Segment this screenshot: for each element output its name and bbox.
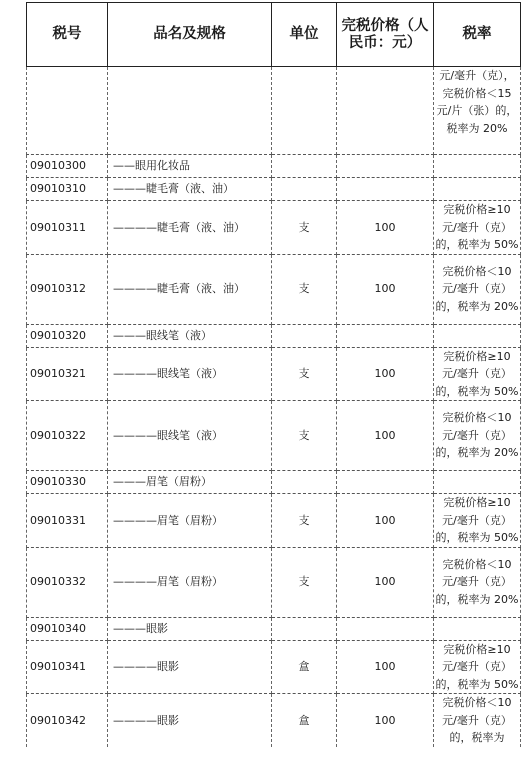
table-row: [27, 201, 521, 255]
price-cell: 100: [337, 547, 434, 617]
table-row: [27, 694, 521, 747]
rate-cell: [434, 178, 521, 201]
table-body: [27, 67, 521, 747]
table-row: [27, 547, 521, 617]
table-row: [27, 67, 521, 155]
name-cell: ————睫毛膏（液、油）: [108, 201, 272, 255]
unit-cell: 盒: [272, 640, 337, 694]
name-cell: ——眼用化妆品: [108, 155, 272, 178]
code-cell: 09010310: [27, 178, 108, 201]
code-cell: 09010332: [27, 547, 108, 617]
rate-cell: [434, 155, 521, 178]
header-rate: 税率: [434, 3, 521, 67]
unit-cell: 支: [272, 201, 337, 255]
rate-cell: [434, 617, 521, 640]
code-cell: 09010311: [27, 201, 108, 255]
table-row: [27, 324, 521, 347]
name-cell: ————眼影: [108, 694, 272, 747]
unit-cell: 支: [272, 347, 337, 401]
code-cell: 09010340: [27, 617, 108, 640]
name-cell: ———睫毛膏（液、油）: [108, 178, 272, 201]
name-cell: ————眼线笔（液）: [108, 401, 272, 471]
price-cell: 100: [337, 640, 434, 694]
price-cell: [337, 178, 434, 201]
name-cell: ————眼线笔（液）: [108, 347, 272, 401]
tariff-table: [26, 2, 521, 747]
price-cell: [337, 67, 434, 155]
price-cell: 100: [337, 254, 434, 324]
table-row: [27, 401, 521, 471]
table-row: [27, 254, 521, 324]
name-cell: ———眉笔（眉粉）: [108, 471, 272, 494]
table-row: [27, 494, 521, 548]
header-name: 品名及规格: [108, 3, 272, 67]
rate-cell: 完税价格＜10 元/毫升（克）的，税率为 20%: [434, 401, 521, 471]
unit-cell: [272, 155, 337, 178]
table-row: [27, 347, 521, 401]
rate-cell: 完税价格≥10 元/毫升（克）的，税率为 50%: [434, 640, 521, 694]
price-cell: 100: [337, 201, 434, 255]
name-cell: ————眉笔（眉粉）: [108, 547, 272, 617]
price-cell: [337, 155, 434, 178]
unit-cell: [272, 617, 337, 640]
code-cell: 09010300: [27, 155, 108, 178]
code-cell: 09010320: [27, 324, 108, 347]
rate-cell: 完税价格≥10 元/毫升（克）的，税率为 50%: [434, 201, 521, 255]
table-row: [27, 471, 521, 494]
table-header: [27, 3, 521, 67]
header-unit: 单位: [272, 3, 337, 67]
table-row: [27, 178, 521, 201]
unit-cell: [272, 324, 337, 347]
unit-cell: 支: [272, 401, 337, 471]
code-cell: 09010312: [27, 254, 108, 324]
table-row: [27, 640, 521, 694]
price-cell: 100: [337, 694, 434, 747]
rate-cell: [434, 471, 521, 494]
rate-cell: [434, 324, 521, 347]
code-cell: 09010330: [27, 471, 108, 494]
rate-cell: 元/毫升（克），完税价格＜15 元/片（张）的，税率为 20%: [434, 67, 521, 155]
code-cell: 09010322: [27, 401, 108, 471]
table-row: [27, 617, 521, 640]
name-cell: ————眼影: [108, 640, 272, 694]
unit-cell: [272, 178, 337, 201]
table-row: [27, 155, 521, 178]
price-cell: [337, 617, 434, 640]
price-cell: 100: [337, 494, 434, 548]
name-cell: ———眼影: [108, 617, 272, 640]
unit-cell: 支: [272, 494, 337, 548]
header-code: 税号: [27, 3, 108, 67]
rate-cell: 完税价格＜10 元/毫升（克）的，税率为 20%: [434, 547, 521, 617]
unit-cell: [272, 471, 337, 494]
rate-cell: 完税价格≥10 元/毫升（克）的，税率为 50%: [434, 347, 521, 401]
code-cell: 09010331: [27, 494, 108, 548]
code-cell: 09010321: [27, 347, 108, 401]
price-cell: 100: [337, 347, 434, 401]
unit-cell: 盒: [272, 694, 337, 747]
name-cell: ———眼线笔（液）: [108, 324, 272, 347]
price-cell: [337, 471, 434, 494]
code-cell: 09010342: [27, 694, 108, 747]
rate-cell: 完税价格＜10 元/毫升（克）的，税率为 20%: [434, 254, 521, 324]
name-cell: ————眉笔（眉粉）: [108, 494, 272, 548]
rate-cell: 完税价格＜10 元/毫升（克）的，税率为: [434, 694, 521, 747]
unit-cell: 支: [272, 254, 337, 324]
code-cell: 09010341: [27, 640, 108, 694]
price-cell: 100: [337, 401, 434, 471]
name-cell: ————睫毛膏（液、油）: [108, 254, 272, 324]
rate-cell: 完税价格≥10 元/毫升（克）的，税率为 50%: [434, 494, 521, 548]
code-cell: [27, 67, 108, 155]
unit-cell: 支: [272, 547, 337, 617]
unit-cell: [272, 67, 337, 155]
name-cell: [108, 67, 272, 155]
price-cell: [337, 324, 434, 347]
header-price: 完税价格（人民币：元）: [337, 3, 434, 67]
